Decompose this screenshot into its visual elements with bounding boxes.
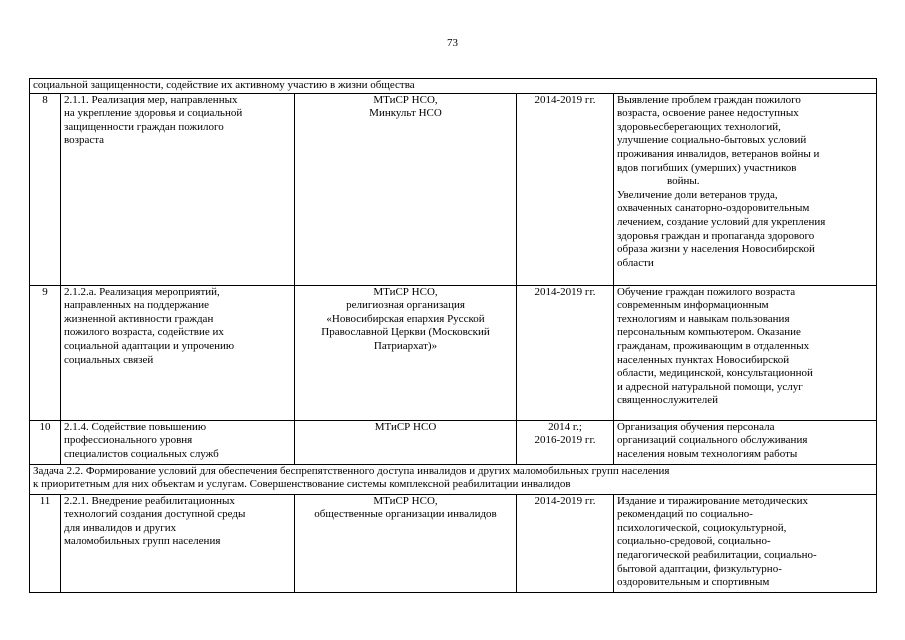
result-line: психологической, социокультурной, (617, 521, 787, 534)
executor-cell (295, 494, 517, 592)
result-line: проживания инвалидов, ветеранов войны и (617, 147, 820, 160)
result-line: Издание и тиражирование методических (617, 494, 808, 507)
result-line: священнослужителей (617, 394, 719, 407)
executor-line: общественные организации инвалидов (314, 508, 497, 521)
result-line: населения новым технологиям работы (617, 447, 798, 460)
continuation-row (30, 79, 877, 94)
executor-line: Минкульт НСО (369, 107, 442, 120)
result-cell (614, 285, 877, 420)
measure-line: на укрепление здоровья и социальной (64, 107, 243, 120)
result-line: вдов погибших (умерших) участников (617, 161, 797, 174)
result-cell (614, 494, 877, 592)
executor-cell (295, 285, 517, 420)
period-cell (517, 93, 614, 285)
row-number: 9 (30, 285, 61, 420)
measures-table (29, 78, 877, 593)
measure-cell (61, 285, 295, 420)
page-number: 73 (447, 37, 458, 49)
period-cell (517, 494, 614, 592)
measure-line: 2.1.1. Реализация мер, направленных (64, 93, 238, 106)
measure-line: направленных на поддержание (64, 299, 210, 312)
measure-line: защищенности граждан пожилого (64, 120, 224, 133)
executor-line: МТиСР НСО, (373, 494, 438, 507)
result-line: бытовой адаптации, физкультурно- (617, 562, 782, 575)
row-number: 10 (30, 420, 61, 464)
result-cell (614, 93, 877, 285)
result-line: технологиям и навыкам пользования (617, 312, 790, 325)
period-cell (517, 285, 614, 420)
result-line: оздоровительным и спортивным (617, 576, 770, 589)
executor-line: «Новосибирская епархия Русской (326, 312, 485, 325)
result-line: области, медицинской, консультационной (617, 367, 813, 380)
task-text: к приоритетным для них объектам и услугам. Совершенствование системы комплексной реабилитации инвалидов (33, 478, 571, 491)
measure-line: возраста (64, 134, 105, 147)
measure-line: технологий создания доступной среды (64, 508, 246, 521)
result-line: социально-средовой, социально- (617, 535, 771, 548)
measure-line: для инвалидов и других (64, 521, 177, 534)
measure-line: 2.1.2.а. Реализация мероприятий, (64, 285, 220, 298)
period-line: 2014-2019 гг. (534, 494, 596, 507)
result-line: здоровья граждан и пропаганда здорового (617, 229, 815, 242)
measure-line: социальной адаптации и упрочению (64, 339, 235, 352)
result-line: здоровьесберегающих технологий, (617, 120, 781, 133)
measure-line: специалистов социальных служб (64, 447, 219, 460)
result-line: области (617, 256, 654, 269)
executor-line: Православной Церкви (Московский (321, 326, 490, 339)
continuation-cell (30, 79, 877, 94)
executor-line: религиозная организация (346, 299, 465, 312)
result-line: образа жизни у населения Новосибирской (617, 243, 815, 256)
measure-line: пожилого возраста, содействие их (64, 326, 224, 339)
task-text: Задача 2.2. Формирование условий для обеспечения беспрепятственного доступа инвалидов и других маломобильных групп населения (33, 464, 670, 477)
result-line: лечением, создание условий для укрепления (617, 215, 826, 228)
executor-cell (295, 420, 517, 464)
measure-cell (61, 93, 295, 285)
period-line: 2016-2019 гг. (534, 434, 596, 447)
executor-line: Патриархат)» (373, 339, 438, 352)
result-line: гражданам, проживающим в отдаленных (617, 339, 810, 352)
measure-cell (61, 420, 295, 464)
result-line: персональным компьютером. Оказание (617, 326, 801, 339)
result-cell (614, 420, 877, 464)
period-line: 2014-2019 гг. (534, 285, 596, 298)
continuation-text: социальной защищенности, содействие их активному участию в жизни общества (33, 79, 415, 91)
row-number: 11 (30, 494, 61, 592)
result-line: войны. (667, 175, 700, 188)
measure-line: жизненной активности граждан (64, 312, 214, 325)
executor-line: МТиСР НСО, (373, 93, 438, 106)
measure-line: социальных связей (64, 353, 154, 366)
executor-line: МТиСР НСО (374, 420, 437, 433)
measure-line: 2.2.1. Внедрение реабилитационных (64, 494, 235, 507)
measure-line: маломобильных групп населения (64, 535, 221, 548)
table-row (30, 494, 877, 592)
result-line: населенных пунктах Новосибирской (617, 353, 790, 366)
task-row (30, 464, 877, 494)
result-line: улучшение социально-бытовых условий (617, 134, 807, 147)
result-line: и адресной натуральной помощи, услуг (617, 380, 803, 393)
result-line: возраста, освоение ранее недоступных (617, 107, 799, 120)
table-row (30, 93, 877, 285)
result-line: организаций социального обслуживания (617, 434, 808, 447)
table-row (30, 420, 877, 464)
measure-line: 2.1.4. Содействие повышению (64, 420, 207, 433)
result-line: Выявление проблем граждан пожилого (617, 93, 801, 106)
result-line: педагогической реабилитации, социально- (617, 548, 817, 561)
result-line: Обучение граждан пожилого возраста (617, 285, 796, 298)
executor-line: МТиСР НСО, (373, 285, 438, 298)
result-line: рекомендаций по социально- (617, 508, 753, 521)
table-row (30, 285, 877, 420)
result-line: Увеличение доли ветеранов труда, (617, 188, 778, 201)
period-cell (517, 420, 614, 464)
period-line: 2014 г.; (548, 420, 582, 433)
measure-cell (61, 494, 295, 592)
row-number: 8 (30, 93, 61, 285)
period-line: 2014-2019 гг. (534, 93, 596, 106)
executor-cell (295, 93, 517, 285)
task-cell (30, 464, 877, 494)
result-line: современным информационным (617, 299, 769, 312)
result-line: Организация обучения персонала (617, 420, 775, 433)
measure-line: профессионального уровня (64, 434, 193, 447)
result-line: охваченных санаторно-оздоровительным (617, 202, 810, 215)
